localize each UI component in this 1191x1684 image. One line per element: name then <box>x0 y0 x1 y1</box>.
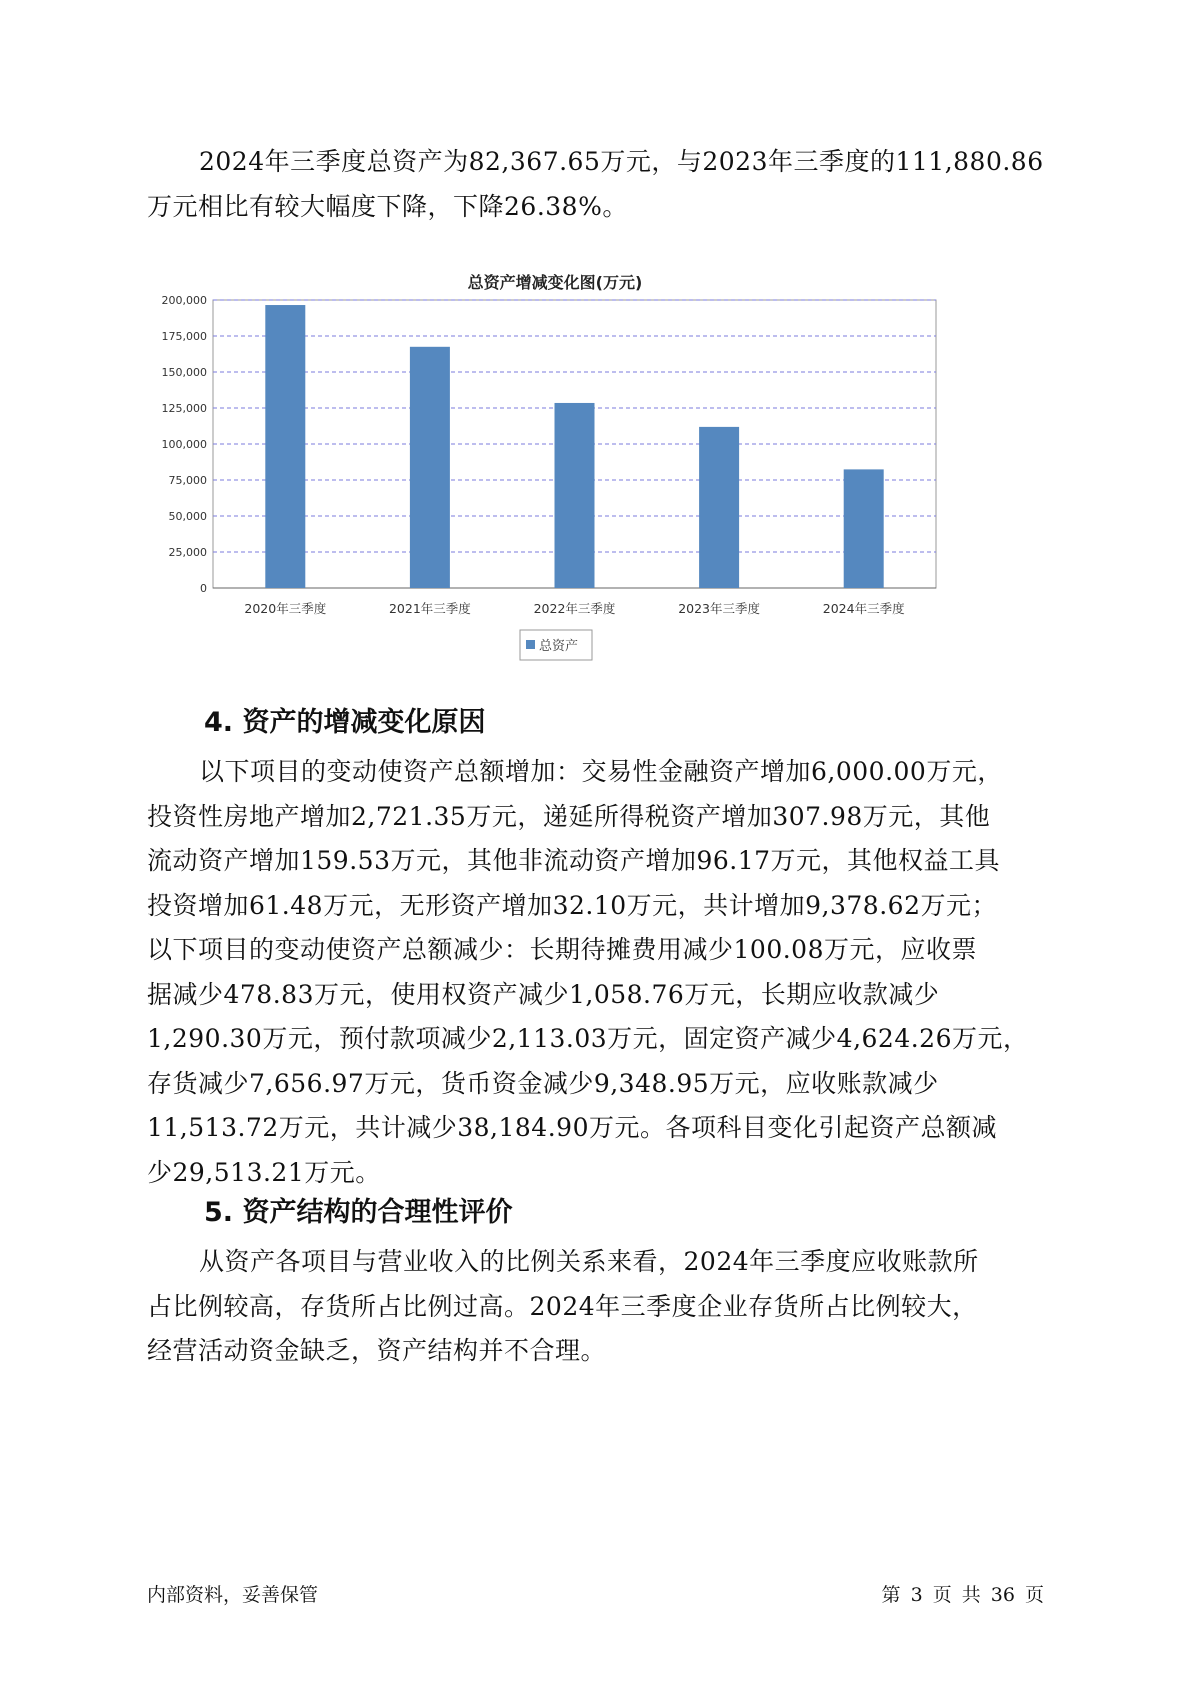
paragraph-line: 占比例较高，存货所占比例过高。2024年三季度企业存货所占比例较大， <box>147 1291 978 1321</box>
paragraph-line: 11,513.72万元，共计减少38,184.90万元。各项科目变化引起资产总额减 <box>147 1113 997 1142</box>
paragraph-line: 2024年三季度总资产为82,367.65万元，与2023年三季度的111,880.86 <box>199 147 1044 176</box>
y-tick-label: 200,000 <box>161 294 207 307</box>
section-4-heading: 4. 资产的增减变化原因 <box>204 707 486 738</box>
x-tick-label: 2020年三季度 <box>244 601 327 616</box>
x-tick-label: 2024年三季度 <box>822 601 905 616</box>
paragraph-line: 据减少478.83万元，使用权资产减少1,058.76万元，长期应收款减少 <box>147 979 940 1009</box>
total-assets-chart <box>150 268 1030 718</box>
paragraph-line: 少29,513.21万元。 <box>147 1157 381 1187</box>
y-tick-label: 175,000 <box>161 330 207 343</box>
x-tick-label: 2021年三季度 <box>388 601 471 616</box>
y-tick-label: 0 <box>200 582 207 595</box>
bar-chart-svg <box>150 268 1030 718</box>
y-tick-label: 50,000 <box>168 510 207 523</box>
legend-swatch <box>526 640 535 649</box>
section-4-paragraph <box>147 750 1047 1195</box>
x-tick-label: 2022年三季度 <box>533 601 616 616</box>
bar <box>555 403 595 588</box>
paragraph-line: 以下项目的变动使资产总额减少：长期待摊费用减少100.08万元，应收票 <box>147 935 977 964</box>
bar <box>844 469 884 588</box>
intro-paragraph <box>147 140 1047 229</box>
section-5-heading: 5. 资产结构的合理性评价 <box>204 1197 513 1228</box>
section-5-paragraph <box>147 1240 1047 1374</box>
paragraph-line: 万元相比有较大幅度下降，下降26.38%。 <box>147 191 628 221</box>
paragraph-line: 从资产各项目与营业收入的比例关系来看，2024年三季度应收账款所 <box>199 1247 979 1276</box>
paragraph-line: 经营活动资金缺乏，资产结构并不合理。 <box>147 1336 607 1365</box>
bar <box>699 427 739 588</box>
bar <box>410 347 450 588</box>
bar <box>265 305 305 588</box>
paragraph-line: 投资增加61.48万元，无形资产增加32.10万元，共计增加9,378.62万元； <box>147 890 997 920</box>
footer-confidential-note: 内部资料，妥善保管 <box>147 1584 319 1606</box>
y-tick-label: 75,000 <box>168 474 207 487</box>
footer-page-number: 第 3 页 共 36 页 <box>881 1584 1044 1606</box>
y-tick-label: 25,000 <box>168 546 207 559</box>
chart-title: 总资产增减变化图(万元) <box>467 273 643 292</box>
y-tick-label: 100,000 <box>161 438 207 451</box>
paragraph-line: 存货减少7,656.97万元，货币资金减少9,348.95万元，应收账款减少 <box>147 1068 939 1098</box>
paragraph-line: 以下项目的变动使资产总额增加：交易性金融资产增加6,000.00万元， <box>199 757 1003 786</box>
x-tick-label: 2023年三季度 <box>678 601 761 616</box>
paragraph-line: 1,290.30万元，预付款项减少2,113.03万元，固定资产减少4,624.26万元， <box>147 1024 1029 1053</box>
paragraph-line: 投资性房地产增加2,721.35万元，递延所得税资产增加307.98万元，其他 <box>147 801 991 831</box>
y-tick-label: 125,000 <box>161 402 207 415</box>
legend-label: 总资产 <box>539 639 579 654</box>
paragraph-line: 流动资产增加159.53万元，其他非流动资产增加96.17万元，其他权益工具 <box>147 846 1001 875</box>
y-tick-label: 150,000 <box>161 366 207 379</box>
